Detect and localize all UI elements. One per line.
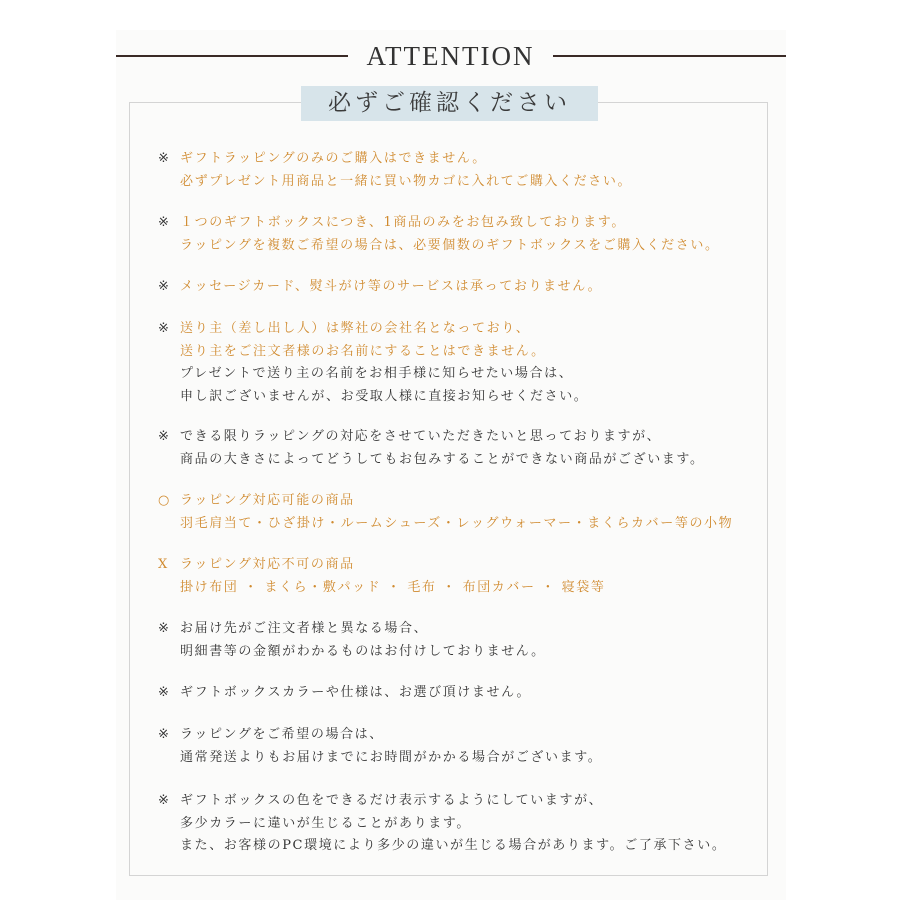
note-size-limit — [158, 426, 758, 471]
note-line: ラッピング対応可能の商品 — [180, 493, 355, 508]
note-line: 羽毛肩当て・ひざ掛け・ルームシューズ・レッグウォーマー・まくらカバー等の小物 — [180, 515, 734, 531]
note-line: お届け先がご注文者様と異なる場合、 — [180, 621, 429, 636]
note-line: 申し訳ございませんが、お受取人様に直接お知らせください。 — [180, 388, 589, 404]
attention-heading — [116, 38, 786, 74]
heading-title: ATTENTION — [366, 41, 535, 71]
note-box-color-choice — [158, 682, 758, 705]
note-line: 商品の大きさによってどうしてもお包みすることができない商品がございます。 — [180, 451, 705, 467]
note-mark: ※ — [158, 279, 171, 294]
note-line: プレゼントで送り主の名前をお相手様に知らせたい場合は、 — [180, 366, 574, 381]
note-line: メッセージカード、熨斗がけ等のサービスは承っておりません。 — [180, 279, 603, 294]
note-mark: ※ — [158, 151, 171, 166]
note-mark: X — [158, 557, 169, 572]
note-gift-only — [158, 148, 758, 193]
note-line: １つのギフトボックスにつき、1商品のみをお包み致しております。 — [180, 215, 626, 230]
note-mark: ※ — [158, 621, 171, 636]
note-line: できる限りラッピングの対応をさせていただきたいと思っておりますが、 — [180, 429, 662, 444]
note-line: ギフトラッピングのみのご購入はできません。 — [180, 151, 487, 166]
note-wrapping-available — [158, 490, 758, 535]
note-line: 通常発送よりもお届けまでにお時間がかかる場合がございます。 — [180, 749, 603, 765]
note-mark: ※ — [158, 215, 171, 230]
note-one-item-per-box — [158, 212, 758, 257]
note-delivery-time — [158, 724, 758, 769]
note-message-card — [158, 276, 758, 299]
heading-rule-right — [553, 55, 786, 57]
note-wrapping-unavailable — [158, 554, 758, 599]
note-line: ラッピングを複数ご希望の場合は、必要個数のギフトボックスをご購入ください。 — [180, 237, 720, 253]
note-mark: ※ — [158, 727, 171, 742]
note-line: 送り主をご注文者様のお名前にすることはできません。 — [180, 343, 546, 359]
note-line: 多少カラーに違いが生じることがあります。 — [180, 815, 471, 831]
note-line: 送り主（差し出し人）は弊社の会社名となっており、 — [180, 321, 531, 336]
note-line: ギフトボックスカラーや仕様は、お選び頂けません。 — [180, 685, 532, 700]
note-line: 必ずプレゼント用商品と一緒に買い物カゴに入れてご購入ください。 — [180, 173, 633, 189]
note-sender — [158, 318, 758, 408]
note-line: 掛け布団 ・ まくら・敷パッド ・ 毛布 ・ 布団カバー ・ 寝袋等 — [180, 579, 606, 595]
note-line: 明細書等の金額がわかるものはお付けしておりません。 — [180, 643, 546, 659]
note-line: ラッピング対応不可の商品 — [180, 557, 355, 572]
note-color-difference — [158, 790, 758, 858]
note-line: また、お客様のPC環境により多少の違いが生じる場合があります。ご了承下さい。 — [180, 838, 727, 853]
note-line: ギフトボックスの色をできるだけ表示するようにしていますが、 — [180, 793, 604, 808]
note-mark: ※ — [158, 429, 171, 444]
note-mark: ※ — [158, 321, 171, 336]
note-different-address — [158, 618, 758, 663]
note-mark: ※ — [158, 793, 171, 808]
heading-subtitle: 必ずご確認ください — [301, 86, 598, 121]
heading-rule-left — [116, 55, 348, 57]
note-line: ラッピングをご希望の場合は、 — [180, 727, 384, 742]
note-mark: ※ — [158, 685, 171, 700]
note-mark: ○ — [158, 493, 171, 508]
